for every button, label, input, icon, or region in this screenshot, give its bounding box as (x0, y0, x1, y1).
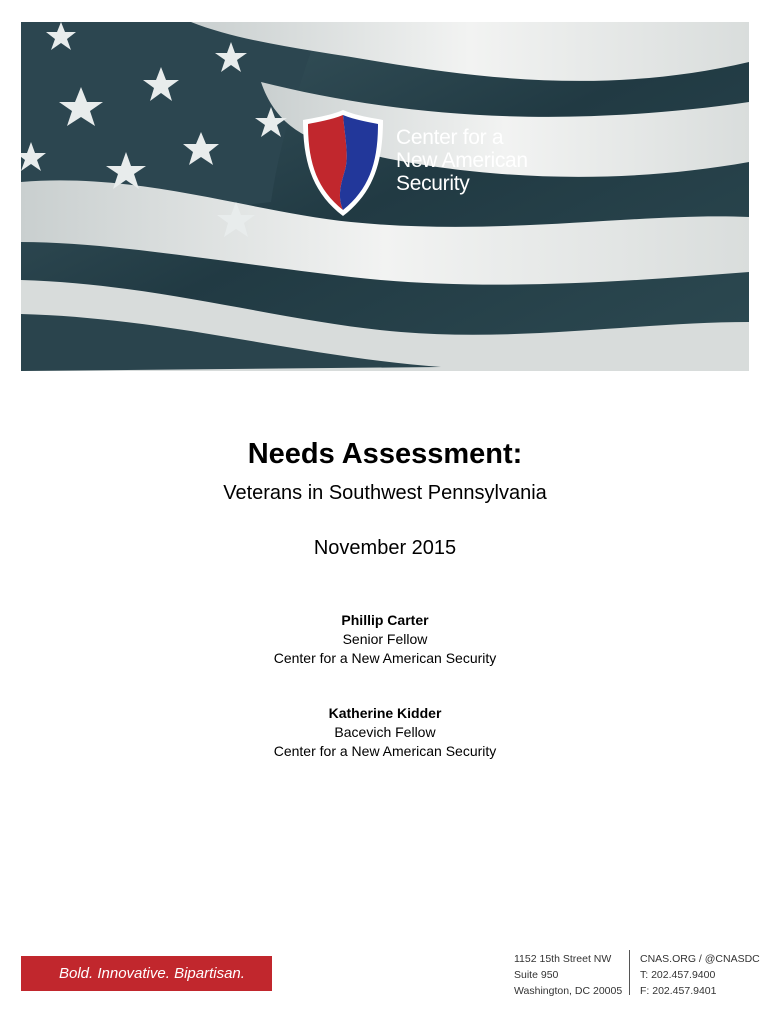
author-name: Phillip Carter (341, 612, 429, 628)
org-name-line: Center for a (396, 126, 504, 149)
contact-info (640, 951, 760, 999)
mailing-address (514, 951, 622, 999)
shield-icon (301, 108, 385, 218)
cnas-logo (301, 108, 561, 218)
website-link[interactable]: CNAS.ORG / @CNASDC (640, 953, 760, 965)
author-block (0, 704, 770, 761)
address-line: Washington, DC 20005 (514, 985, 623, 997)
title-block (0, 436, 770, 561)
tagline-banner: Bold. Innovative. Bipartisan. (21, 956, 272, 991)
address-line: Suite 950 (514, 969, 559, 981)
address-line: 1152 15th Street NW (514, 953, 612, 965)
address-divider (629, 950, 630, 995)
org-name (396, 126, 528, 195)
author-affiliation: Center for a New American Security (273, 743, 497, 759)
org-name-line: New American (396, 149, 528, 172)
publication-date: November 2015 (313, 537, 457, 559)
author-role: Senior Fellow (342, 631, 428, 647)
document-title: Needs Assessment: (247, 438, 523, 470)
phone-number: T: 202.457.9400 (640, 969, 716, 981)
author-name: Katherine Kidder (328, 705, 442, 721)
author-affiliation: Center for a New American Security (273, 650, 497, 666)
org-name-line: Security (396, 172, 470, 195)
author-role: Bacevich Fellow (334, 724, 436, 740)
cover-flag-image (21, 22, 749, 371)
author-block (0, 611, 770, 668)
fax-number: F: 202.457.9401 (640, 985, 717, 997)
document-subtitle: Veterans in Southwest Pennsylvania (223, 482, 547, 504)
